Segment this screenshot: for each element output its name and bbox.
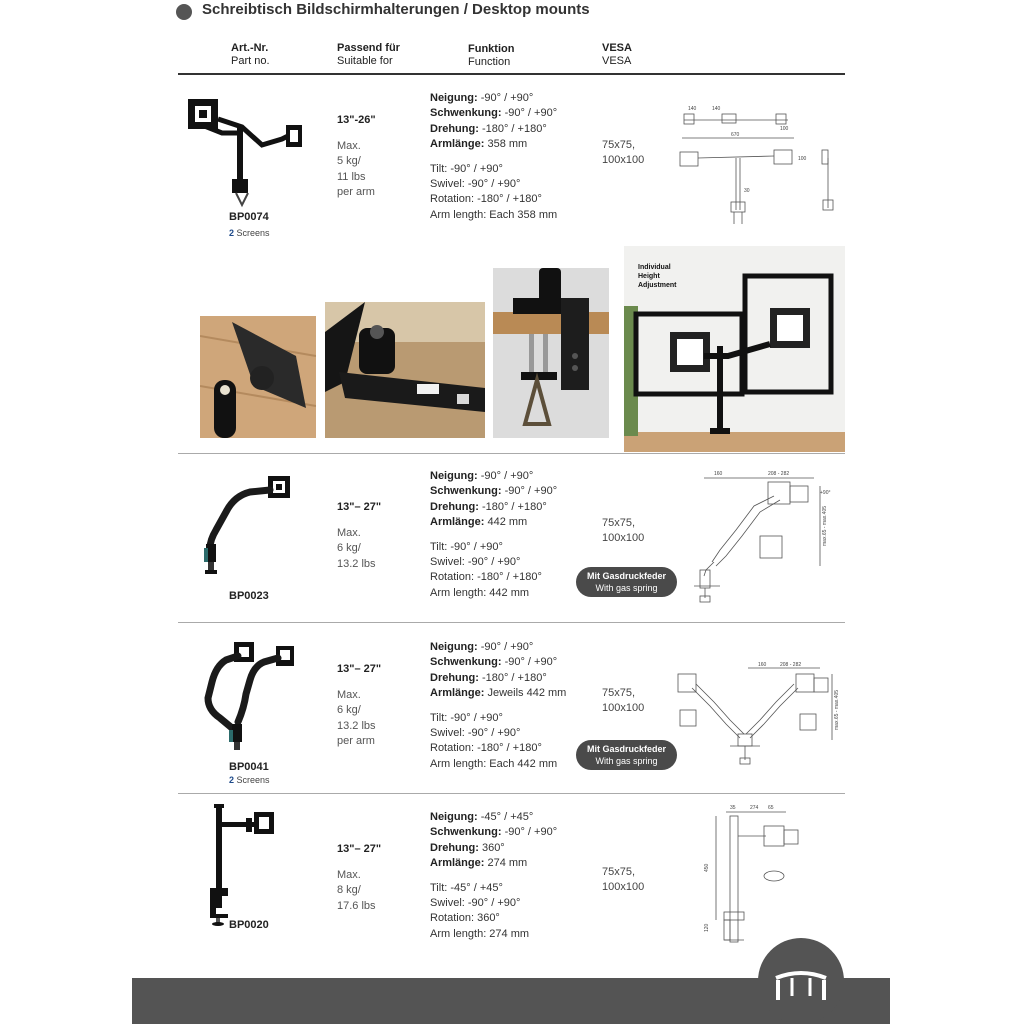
spec-en-line: Rotation: -180° / +180° (430, 571, 542, 584)
spec-key: Neigung: (430, 470, 478, 482)
screens-number: 2 (229, 228, 235, 238)
dimension-label: 140 (712, 106, 721, 112)
spec-line (430, 137, 557, 152)
screens-count (229, 775, 270, 785)
load-line: Max. (337, 139, 361, 152)
spec-en-line: Arm length: 274 mm (430, 927, 530, 940)
photo-arm-joint (325, 302, 485, 438)
spec-en-line: Tilt: -90° / +90° (430, 711, 503, 724)
spec-key: Armlänge: (430, 138, 485, 151)
load-line: 13.2 lbs (337, 719, 376, 732)
dimension-label: 120 (704, 923, 710, 932)
load-line: Max. (337, 868, 361, 881)
spec-key: Neigung: (430, 92, 478, 104)
gas-spring-badge (576, 567, 677, 597)
function-spec (430, 640, 566, 772)
load-line: per arm (337, 735, 375, 747)
photo-label-line: Adjustment (638, 282, 677, 289)
row-divider (178, 793, 845, 794)
spec-en-line: Tilt: -90° / +90° (430, 540, 503, 553)
photo-label-line: Height (638, 273, 660, 280)
load-line: 17.6 lbs (337, 899, 376, 912)
vesa-line: 75x75, (602, 866, 636, 878)
page-heading: Schreibtisch Bildschirmhalterungen / Desktop mounts (202, 1, 590, 18)
spec-en-line: Swivel: -90° / +90° (430, 556, 521, 569)
function-spec (430, 91, 557, 223)
screen-size: 13"– 27" (337, 663, 382, 675)
spec-value: -90° / +90° (504, 485, 558, 498)
product-image-bp0023 (196, 472, 300, 582)
row-divider (178, 453, 845, 454)
dimension-label: 670 (731, 132, 740, 138)
vesa-line: 100x100 (602, 881, 645, 893)
spec-en-line: Rotation: -180° / +180° (430, 742, 542, 755)
spec-line (430, 856, 557, 871)
dimension-label: 140 (688, 106, 697, 112)
spec-line (430, 122, 557, 137)
badge-en: With gas spring (595, 756, 658, 766)
badge-en: With gas spring (595, 583, 658, 593)
heading-bullet (176, 4, 192, 20)
screen-size: 13"– 27" (337, 843, 382, 855)
dimension-label: 160 (758, 662, 767, 668)
photo-label-line: Individual (638, 264, 671, 271)
spec-key: Neigung: (430, 811, 478, 823)
part-number: BP0023 (229, 590, 269, 602)
load-line: 5 kg/ (337, 155, 361, 167)
spec-en-line: Tilt: -45° / +45° (430, 881, 503, 894)
screens-count (229, 228, 270, 238)
spec-value: -180° / +180° (481, 671, 547, 684)
dimension-label: max.65 - max.405 (822, 505, 828, 546)
spec-key: Armlänge: (430, 687, 485, 700)
vesa-line: 75x75, (602, 139, 636, 151)
column-function-de: Funktion (468, 43, 515, 55)
dimension-label: 65 (768, 805, 774, 811)
suitable-for (337, 113, 376, 201)
column-function (468, 43, 514, 69)
spec-key: Drehung: (430, 500, 479, 513)
dimension-label: max.65 - max.405 (834, 689, 840, 730)
spec-line (430, 655, 566, 670)
spec-key: Drehung: (430, 122, 479, 135)
product-image-bp0074 (182, 95, 312, 210)
dimension-drawing-bp0023 (684, 466, 844, 616)
spec-en-line: Arm length: Each 442 mm (430, 757, 558, 770)
badge-de: Mit Gasdruckfeder (586, 571, 667, 581)
column-part-no-en: Part no. (231, 55, 270, 67)
dimension-label: 274 (750, 805, 759, 811)
vesa-values (602, 516, 644, 546)
load-line: 8 kg/ (337, 884, 361, 896)
spec-value: -90° / +90° (504, 826, 558, 839)
dimension-label: 208 - 282 (780, 662, 802, 668)
spec-line (430, 810, 557, 825)
vesa-values (602, 138, 644, 168)
column-part-no (231, 42, 270, 68)
spec-value: -90° / +90° (504, 107, 558, 120)
spec-line (430, 500, 557, 515)
spec-key: Schwenkung: (430, 656, 502, 669)
spec-key: Drehung: (430, 671, 479, 684)
part-number: BP0074 (229, 211, 269, 223)
screen-size: 13"-26" (337, 114, 376, 126)
vesa-values (602, 686, 644, 716)
badge-de: Mit Gasdruckfeder (586, 744, 667, 754)
spec-value: -90° / +90° (480, 92, 534, 104)
dimension-label: 208 - 282 (768, 471, 790, 477)
spec-value: -180° / +180° (481, 122, 547, 135)
spec-key: Armlänge: (430, 516, 485, 529)
spec-en-line: Tilt: -90° / +90° (430, 162, 503, 175)
function-spec (430, 469, 557, 601)
spec-value: -90° / +90° (504, 656, 558, 669)
table-icon (758, 938, 844, 1024)
vesa-line: 75x75, (602, 517, 636, 529)
dimension-drawing-bp0041 (670, 660, 844, 770)
spec-key: Drehung: (430, 841, 479, 854)
spec-key: Armlänge: (430, 857, 485, 870)
screen-size: 13"– 27" (337, 501, 382, 513)
spec-value: 274 mm (487, 857, 528, 870)
load-line: Max. (337, 688, 361, 701)
spec-key: Schwenkung: (430, 485, 502, 498)
spec-en-line: Swivel: -90° / +90° (430, 178, 521, 191)
vesa-line: 100x100 (602, 532, 645, 544)
spec-line (430, 825, 557, 840)
spec-line (430, 671, 566, 686)
spec-key: Neigung: (430, 641, 478, 653)
spec-value: 360° (481, 841, 505, 854)
photo-vesa-plate (200, 316, 316, 438)
spec-value: -180° / +180° (481, 500, 547, 513)
spec-key: Schwenkung: (430, 826, 502, 839)
load-line: 6 kg/ (337, 542, 361, 554)
spec-en-line: Swivel: -90° / +90° (430, 897, 521, 910)
spec-line (430, 515, 557, 530)
column-vesa-en: VESA (602, 55, 632, 67)
dimension-label: 30 (744, 188, 750, 194)
vesa-line: 75x75, (602, 687, 636, 699)
column-suitable-en: Suitable for (337, 55, 393, 67)
column-suitable-de: Passend für (337, 42, 400, 54)
load-line: 6 kg/ (337, 704, 361, 716)
dimension-label: 160 (714, 471, 723, 477)
vesa-line: 100x100 (602, 154, 645, 166)
product-image-bp0020 (204, 800, 284, 928)
photo-label (638, 263, 677, 290)
spec-key: Schwenkung: (430, 107, 502, 120)
gas-spring-badge (576, 740, 677, 770)
spec-value: 358 mm (487, 138, 528, 151)
spec-line (430, 469, 557, 484)
spec-en-line: Arm length: 442 mm (430, 586, 530, 599)
spec-line (430, 484, 557, 499)
dimension-label: 450 (704, 863, 710, 872)
row-divider (178, 622, 845, 623)
photo-desk-clamp (493, 268, 609, 438)
spec-en-line: Rotation: -180° / +180° (430, 193, 542, 206)
function-spec (430, 810, 557, 942)
dimension-label: +90° (820, 490, 831, 496)
vesa-line: 100x100 (602, 702, 645, 714)
load-line: Max. (337, 526, 361, 539)
vesa-values (602, 865, 644, 895)
spec-line (430, 106, 557, 121)
spec-line (430, 640, 566, 655)
dimension-drawing-bp0020 (696, 802, 826, 952)
spec-en-line: Swivel: -90° / +90° (430, 727, 521, 740)
header-rule (178, 73, 845, 75)
dimension-label: 100 (798, 156, 807, 162)
spec-value: -45° / +45° (480, 811, 534, 823)
suitable-for (337, 842, 381, 914)
column-vesa (602, 42, 632, 68)
part-number: BP0041 (229, 761, 269, 773)
column-function-en: Function (468, 56, 511, 68)
dimension-label: 35 (730, 805, 736, 811)
spec-en-line: Rotation: 360° (430, 912, 500, 925)
spec-en-line: Arm length: Each 358 mm (430, 208, 558, 221)
product-image-bp0041 (196, 638, 300, 758)
spec-value: -90° / +90° (480, 641, 534, 653)
column-vesa-de: VESA (602, 42, 632, 54)
column-suitable (337, 42, 400, 68)
spec-line (430, 686, 566, 701)
dimension-drawing-bp0074 (676, 100, 846, 230)
dimension-label: 100 (780, 126, 789, 132)
screens-word: Screens (236, 775, 270, 785)
spec-line (430, 91, 557, 106)
part-number: BP0020 (229, 919, 269, 931)
spec-value: Jeweils 442 mm (487, 687, 567, 700)
table-badge (758, 938, 844, 1024)
load-line: per arm (337, 186, 375, 198)
spec-value: -90° / +90° (480, 470, 534, 482)
load-line: 13.2 lbs (337, 557, 376, 570)
column-part-no-de: Art.-Nr. (231, 42, 269, 54)
spec-line (430, 841, 557, 856)
screens-word: Screens (236, 228, 270, 238)
suitable-for (337, 662, 381, 750)
screens-number: 2 (229, 775, 235, 785)
spec-value: 442 mm (487, 516, 528, 529)
suitable-for (337, 500, 381, 572)
load-line: 11 lbs (337, 170, 366, 183)
